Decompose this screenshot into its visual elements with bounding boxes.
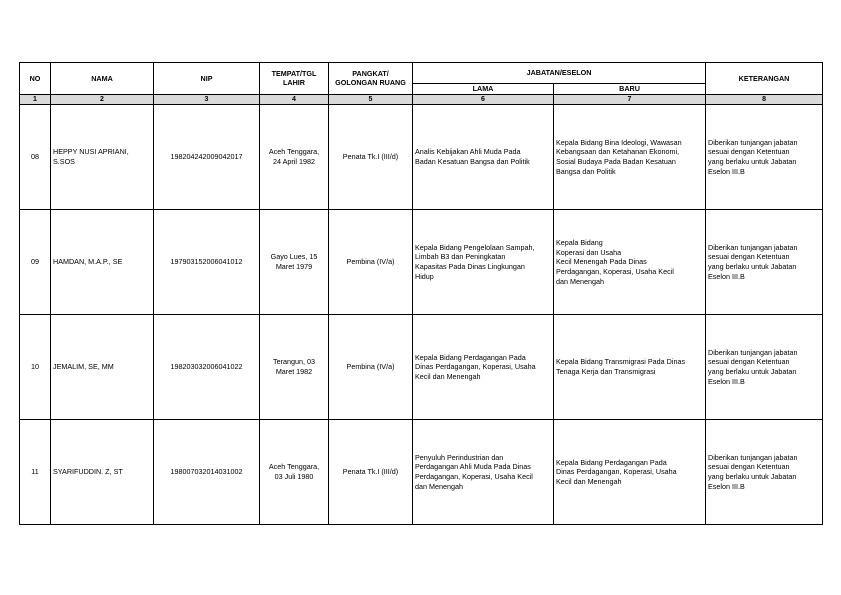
table-row [20,420,823,525]
cell-nip: 198007032014031002 [154,420,260,525]
cell-pangkat: Pembina (IV/a) [329,315,413,420]
table-row [20,315,823,420]
cell-no: 09 [20,210,51,315]
cell-nama: SYARIFUDDIN. Z, ST [51,420,154,525]
cell-jabatan-baru: Kepala Bidang Bina Ideologi, Wawasan Kebangsaan dan Ketahanan Ekonomi, Sosial Budaya Pada Badan Kesatuan Bangsa dan Politik [554,105,706,210]
header-nip: NIP [154,63,260,95]
column-number: 4 [260,94,329,104]
cell-no: 08 [20,105,51,210]
cell-nip: 198203032006041022 [154,315,260,420]
column-number: 2 [51,94,154,104]
cell-ttl: Aceh Tenggara, 24 April 1982 [260,105,329,210]
cell-keterangan: Diberikan tunjangan jabatan sesuai dengan Ketentuan yang berlaku untuk Jabatan Eselon III.B [706,210,823,315]
personnel-table [19,62,823,525]
cell-keterangan: Diberikan tunjangan jabatan sesuai dengan Ketentuan yang berlaku untuk Jabatan Eselon III.B [706,105,823,210]
header-pangkat: PANGKAT/ GOLONGAN RUANG [329,63,413,95]
cell-jabatan-baru: Kepala Bidang Transmigrasi Pada Dinas Tenaga Kerja dan Transmigrasi [554,315,706,420]
cell-jabatan-lama: Penyuluh Perindustrian dan Perdagangan Ahli Muda Pada Dinas Perdagangan, Koperasi, Usaha Kecil dan Menengah [413,420,554,525]
cell-nama: HAMDAN, M.A.P., SE [51,210,154,315]
header-keterangan: KETERANGAN [706,63,823,95]
cell-nama: HEPPY NUSI APRIANI, S.SOS [51,105,154,210]
cell-keterangan: Diberikan tunjangan jabatan sesuai dengan Ketentuan yang berlaku untuk Jabatan Eselon III.B [706,420,823,525]
cell-pangkat: Pembina (IV/a) [329,210,413,315]
column-number-row [20,94,823,104]
cell-ttl: Aceh Tenggara, 03 Juli 1980 [260,420,329,525]
cell-nip: 197903152006041012 [154,210,260,315]
column-number: 6 [413,94,554,104]
cell-pangkat: Penata Tk.I (III/d) [329,420,413,525]
column-number: 3 [154,94,260,104]
header-no: NO [20,63,51,95]
cell-keterangan: Diberikan tunjangan jabatan sesuai dengan Ketentuan yang berlaku untuk Jabatan Eselon III.B [706,315,823,420]
cell-jabatan-lama: Kepala Bidang Pengelolaan Sampah, Limbah B3 dan Peningkatan Kapasitas Pada Dinas Lingkungan Hidup [413,210,554,315]
cell-ttl: Gayo Lues, 15 Maret 1979 [260,210,329,315]
cell-jabatan-baru: Kepala Bidang Koperasi dan Usaha Kecil Menengah Pada Dinas Perdagangan, Koperasi, Usaha Kecil dan Menengah [554,210,706,315]
cell-jabatan-lama: Analis Kebijakan Ahli Muda Pada Badan Kesatuan Bangsa dan Politik [413,105,554,210]
column-number: 8 [706,94,823,104]
cell-pangkat: Penata Tk.I (III/d) [329,105,413,210]
column-number: 1 [20,94,51,104]
cell-no: 10 [20,315,51,420]
cell-jabatan-lama: Kepala Bidang Perdagangan Pada Dinas Perdagangan, Koperasi, Usaha Kecil dan Menengah [413,315,554,420]
column-number: 7 [554,94,706,104]
header-tempat-tgl-lahir: TEMPAT/TGL LAHIR [260,63,329,95]
column-number: 5 [329,94,413,104]
cell-ttl: Terangun, 03 Maret 1982 [260,315,329,420]
header-lama: LAMA [413,84,554,95]
header-jabatan-eselon: JABATAN/ESELON [413,63,706,84]
table-row [20,210,823,315]
header-nama: NAMA [51,63,154,95]
cell-nama: JEMALIM, SE, MM [51,315,154,420]
cell-jabatan-baru: Kepala Bidang Perdagangan Pada Dinas Perdagangan, Koperasi, Usaha Kecil dan Menengah [554,420,706,525]
cell-nip: 198204242009042017 [154,105,260,210]
cell-no: 11 [20,420,51,525]
table-row [20,105,823,210]
header-baru: BARU [554,84,706,95]
